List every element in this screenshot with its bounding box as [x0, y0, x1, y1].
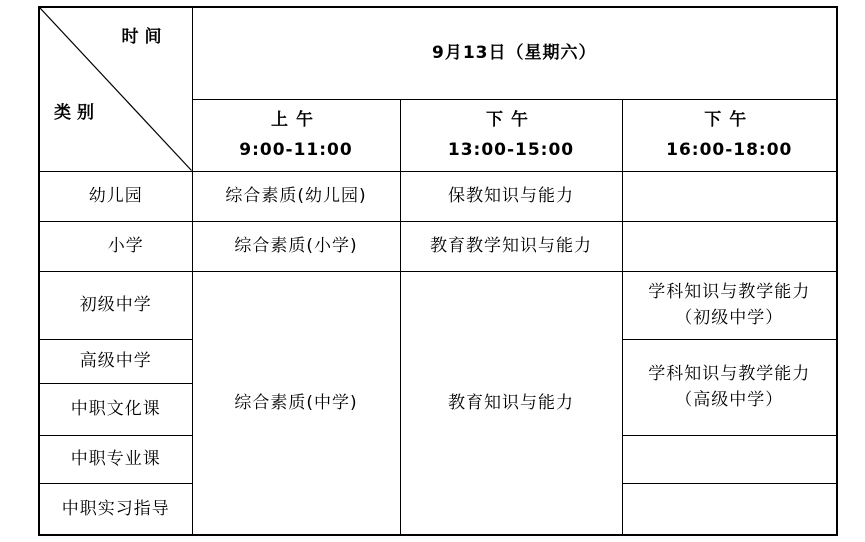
category-kindergarten: 幼儿园	[39, 171, 192, 221]
table-row	[39, 171, 837, 221]
table-row	[39, 271, 837, 339]
session-time: 13:00-15:00	[447, 140, 575, 160]
cell-vocational-major-session3	[622, 435, 837, 483]
corner-category-label: 类别	[54, 103, 100, 123]
cell-middle-session2: 教育知识与能力	[400, 271, 622, 535]
cell-primary-session3	[622, 221, 837, 271]
cell-junior-session3	[622, 271, 837, 339]
category-vocational-practice: 中职实习指导	[39, 483, 192, 535]
corner-time-label: 时间	[121, 27, 168, 47]
category-junior-middle: 初级中学	[39, 271, 192, 339]
cell-line: （高级中学）	[675, 390, 784, 410]
session-header-1	[192, 99, 400, 171]
cell-line: （初级中学）	[675, 308, 784, 328]
category-vocational-major: 中职专业课	[39, 435, 192, 483]
session-header-3	[622, 99, 837, 171]
session-time: 16:00-18:00	[666, 140, 793, 160]
session-period: 下午	[486, 110, 536, 130]
category-senior-middle: 高级中学	[39, 339, 192, 383]
session-period: 上午	[271, 110, 321, 130]
date-header: 9月13日（星期六）	[192, 7, 837, 99]
cell-kindergarten-session3	[622, 171, 837, 221]
cell-senior-session3	[622, 339, 837, 435]
diagonal-divider	[40, 8, 192, 171]
exam-schedule-table	[38, 6, 838, 536]
cell-middle-session1: 综合素质(中学)	[192, 271, 400, 535]
session-time: 9:00-11:00	[239, 140, 353, 160]
cell-kindergarten-session1: 综合素质(幼儿园)	[192, 171, 400, 221]
category-vocational-culture: 中职文化课	[39, 383, 192, 435]
header-corner-cell	[39, 7, 192, 171]
session-period: 下午	[704, 110, 755, 130]
cell-vocational-practice-session3	[622, 483, 837, 535]
cell-line: 学科知识与教学能力	[648, 364, 811, 384]
table-row	[39, 221, 837, 271]
cell-primary-session1: 综合素质(小学)	[192, 221, 400, 271]
cell-kindergarten-session2: 保教知识与能力	[400, 171, 622, 221]
cell-primary-session2: 教育教学知识与能力	[400, 221, 622, 271]
cell-line: 学科知识与教学能力	[648, 282, 811, 302]
session-header-2	[400, 99, 622, 171]
category-primary: 小学	[39, 221, 192, 271]
